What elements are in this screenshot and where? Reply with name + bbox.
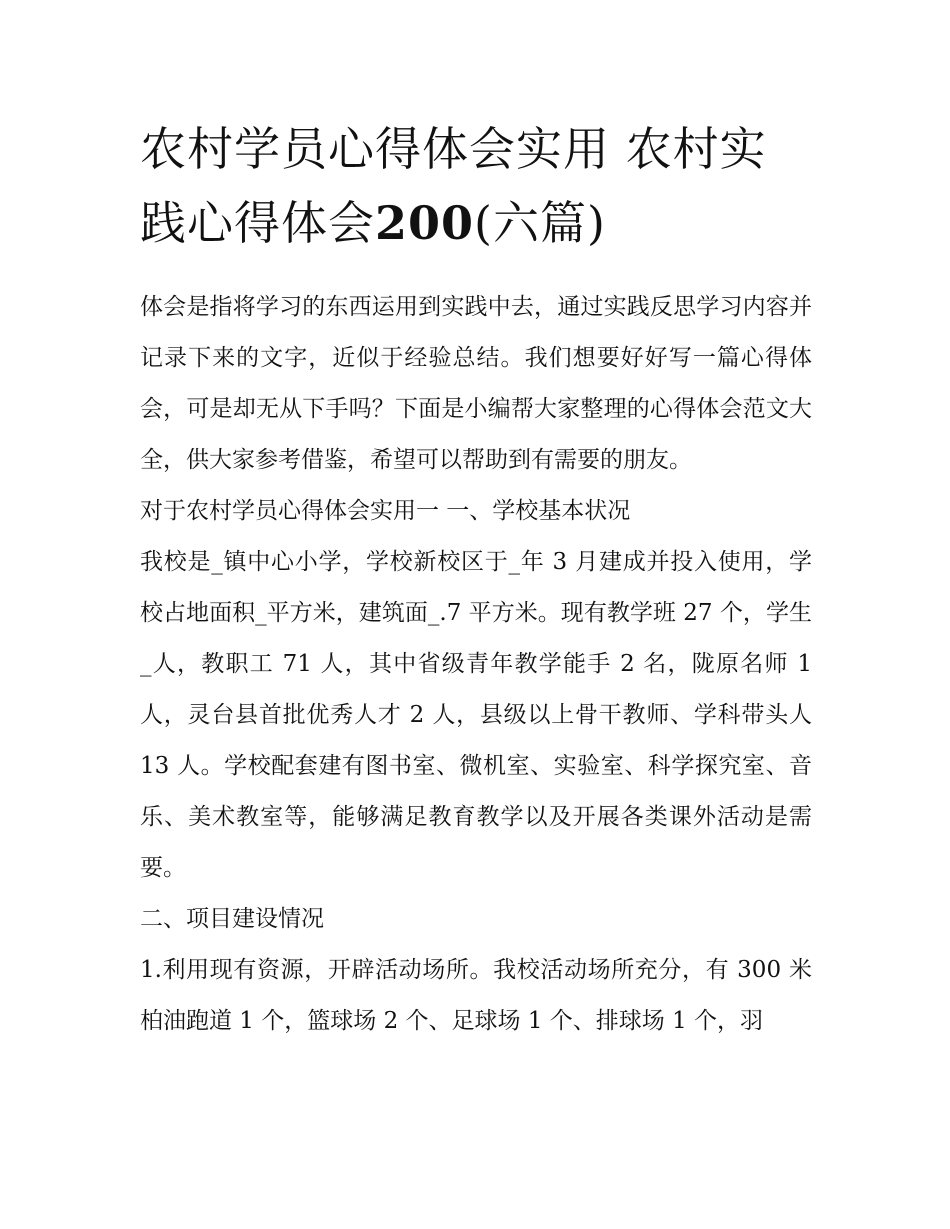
document-page	[140, 112, 812, 1047]
title-suffix: (六篇)	[474, 196, 606, 250]
intro-paragraph: 体会是指将学习的东西运用到实践中去，通过实践反思学习内容并记录下来的文字，近似于经验总结。我们想要好好写一篇心得体会，可是却无从下手吗？下面是小编帮大家整理的心得体会范文大全，供大家参考借鉴，希望可以帮助到有需要的朋友。	[140, 294, 812, 473]
school-info-paragraph: 我校是_镇中心小学，学校新校区于_年 3 月建成并投入使用，学校占地面积_平方米，建筑面_.7 平方米。现有教学班 27 个，学生_人，教职工 71 人，其中省级青年教学能手 2 名，陇原名师 1 人，灵台县首批优秀人才 2 人，县级以上骨干教师、学科带头人 13 人。学校配套建有图书室、微机室、实验室、科学探究室、音乐、美术教室等，能够满足教育教学以及开展各类课外活动是需要。	[140, 549, 812, 881]
title-number: 200	[375, 196, 475, 250]
title-text: 农村学员心得体会实用 农村实践心得体会	[140, 122, 767, 250]
document-title	[140, 112, 812, 260]
section-heading-1: 对于农村学员心得体会实用一 一、学校基本状况	[140, 498, 631, 524]
project-paragraph: 1.利用现有资源，开辟活动场所。我校活动场所充分，有 300 米柏油跑道 1 个，篮球场 2 个、足球场 1 个、排球场 1 个，羽	[140, 957, 812, 1034]
section-heading-2: 二、项目建设情况	[140, 906, 324, 932]
